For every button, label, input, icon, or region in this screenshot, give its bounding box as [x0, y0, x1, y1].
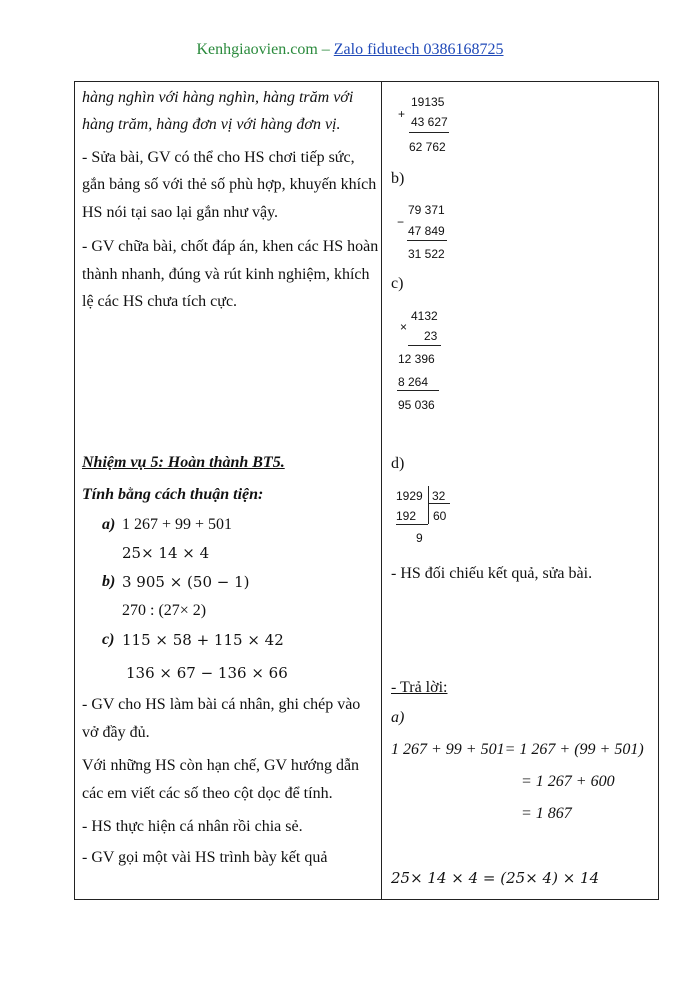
div-remainder: 9: [416, 531, 423, 545]
part-b-expr2: 270 : (27× 2): [122, 602, 207, 619]
site-name[interactable]: Kenhgiaovien.com: [196, 41, 318, 58]
mul-rule1: [408, 345, 441, 346]
task-title: Nhiệm vụ 5: Hoàn thành BT5.: [82, 454, 285, 471]
div-divisor: 32: [432, 489, 446, 503]
left-p3-line3: lệ các HS chưa tích cực.: [82, 293, 238, 310]
answer-a-line1: 1 267 + 99 + 501= 1 267 + (99 + 501): [391, 741, 644, 758]
header-separator: –: [317, 41, 334, 58]
left-p3-line1: - GV chữa bài, chốt đáp án, khen các HS hoàn: [82, 238, 379, 255]
div-divisor-rule: [428, 503, 450, 504]
left-p1-line1: hàng nghìn với hàng nghìn, hàng trăm với: [82, 89, 354, 106]
part-b-expr1: 3 905 × (50 − 1): [122, 573, 250, 591]
add-number2: 43 627: [411, 115, 448, 129]
mul-result: 95 036: [398, 398, 435, 412]
task-instruction: Tính bằng cách thuận tiện:: [82, 486, 264, 503]
sub-number2: 47 849: [408, 224, 445, 238]
answer-a-line3: = 1 867: [521, 805, 572, 822]
mul-partial2: 8 264: [398, 375, 429, 389]
answer-a-line4: 25× 14 × 4 = (25× 4) × 14: [391, 869, 600, 887]
sub-rule: [407, 240, 447, 241]
sub-number1: 79 371: [408, 203, 445, 217]
sub-result: 31 522: [408, 247, 445, 261]
mul-partial1: 12 396: [398, 352, 435, 366]
part-a-expr1: 1 267 + 99 + 501: [122, 516, 233, 533]
div-rule: [396, 524, 428, 525]
left-p5-line1: Với những HS còn hạn chế, GV hướng dẫn: [82, 757, 360, 774]
left-p1-line2: hàng trăm, hàng đơn vị với hàng đơn vị.: [82, 116, 341, 133]
mul-number1: 4132: [411, 309, 438, 323]
part-c-expr2: 136 × 67 − 136 × 66: [126, 664, 288, 682]
add-rule: [409, 132, 449, 133]
left-p5-line2: các em viết các số theo cột dọc để tính.: [82, 785, 333, 802]
mul-number2: 23: [424, 329, 438, 343]
mul-operator: ×: [400, 320, 408, 334]
answer-a-label: a): [391, 709, 405, 726]
left-p3-line2: thành nhanh, đúng và rút kinh nghiệm, khích: [82, 266, 370, 283]
left-p4-line2: vở đầy đủ.: [82, 724, 150, 741]
part-b-label: b): [102, 573, 116, 590]
left-p6: - HS thực hiện cá nhân rồi chia sẻ.: [82, 818, 303, 835]
left-p2-line3: HS nói tại sao lại gắn như vậy.: [82, 204, 279, 221]
part-c-label: c): [102, 631, 115, 648]
check-text: - HS đối chiếu kết quả, sửa bài.: [391, 565, 593, 582]
left-p4-line1: - GV cho HS làm bài cá nhân, ghi chép vào: [82, 696, 361, 713]
mul-rule2: [397, 390, 439, 391]
right-d-label: d): [391, 455, 405, 472]
div-subtract: 192: [396, 509, 417, 523]
page-header: [0, 41, 700, 59]
div-quotient: 60: [433, 509, 447, 523]
right-b-label: b): [391, 170, 405, 187]
left-p7: - GV gọi một vài HS trình bày kết quả: [82, 849, 328, 866]
div-bar: [428, 486, 429, 524]
lesson-table: [74, 81, 659, 900]
part-c-expr1: 115 × 58 + 115 × 42: [122, 631, 284, 649]
answer-title: - Trả lời:: [391, 679, 448, 696]
part-a-label: a): [102, 516, 116, 533]
answer-a-line2: = 1 267 + 600: [521, 773, 615, 790]
add-result: 62 762: [409, 140, 446, 154]
left-p2-line1: - Sửa bài, GV có thể cho HS chơi tiếp sức,: [82, 149, 355, 166]
column-divider: [381, 82, 382, 899]
sub-operator: −: [397, 215, 405, 229]
part-a-expr2: 25× 14 × 4: [122, 544, 210, 562]
zalo-link[interactable]: Zalo fidutech 0386168725: [333, 41, 504, 58]
div-dividend: 1929: [396, 489, 423, 503]
add-operator: +: [398, 107, 406, 121]
left-p2-line2: gắn bảng số với thẻ số phù hợp, khuyến khích: [82, 176, 377, 193]
add-number1: 19135: [411, 95, 445, 109]
right-c-label: c): [391, 275, 404, 292]
